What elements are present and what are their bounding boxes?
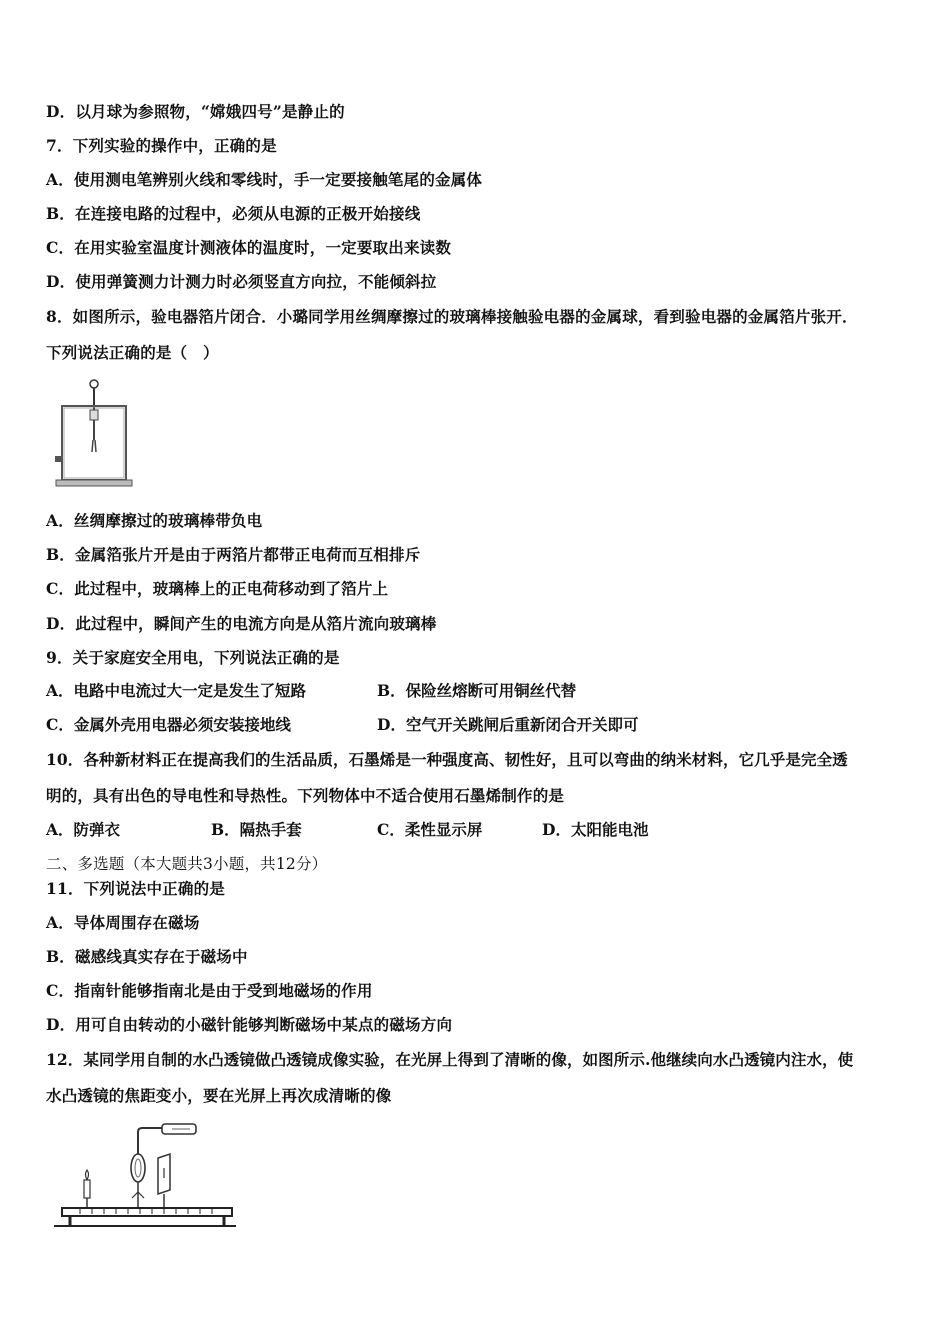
q7-option-c: C．在用实验室温度计测液体的温度时，一定要取出来读数 (46, 238, 452, 257)
q11-stem: 11．下列说法中正确的是 (46, 879, 225, 898)
optical-bench-figure (50, 1122, 240, 1230)
q9-option-d: D．空气开关跳闸后重新闭合开关即可 (377, 715, 639, 734)
q8-option-c: C．此过程中，玻璃棒上的正电荷移动到了箔片上 (46, 579, 389, 598)
q10-option-b: B．隔热手套 (211, 820, 302, 839)
q11-option-d: D．用可自由转动的小磁针能够判断磁场中某点的磁场方向 (46, 1015, 453, 1034)
q12-stem-line2: 水凸透镜的焦距变小，要在光屏上再次成清晰的像 (46, 1086, 392, 1105)
q10-option-a: A．防弹衣 (46, 820, 121, 839)
q10-option-d: D．太阳能电池 (542, 820, 649, 839)
section2-title: 二、多选题（本大题共3小题，共12分） (46, 855, 328, 873)
q8-stem-line1: 8．如图所示，验电器箔片闭合．小璐同学用丝绸摩擦过的玻璃棒接触验电器的金属球，看到验电器的金属箔片张开． (46, 307, 858, 326)
q10-option-c: C．柔性显示屏 (377, 820, 483, 839)
q10-stem-line2: 明的，具有出色的导电性和导热性。下列物体中不适合使用石墨烯制作的是 (46, 786, 565, 805)
q11-option-a: A．导体周围存在磁场 (46, 913, 200, 932)
electroscope-figure (50, 378, 140, 493)
q11-option-b: B．磁感线真实存在于磁场中 (46, 947, 248, 966)
q7-option-d: D．使用弹簧测力计测力时必须竖直方向拉，不能倾斜拉 (46, 272, 437, 291)
q7-stem: 7．下列实验的操作中，正确的是 (46, 136, 277, 155)
q6-option-d: D．以月球为参照物，“嫦娥四号”是静止的 (46, 102, 345, 121)
q9-option-c: C．金属外壳用电器必须安装接地线 (46, 715, 291, 734)
q9-option-b: B．保险丝熔断可用铜丝代替 (377, 681, 577, 700)
q11-option-c: C．指南针能够指南北是由于受到地磁场的作用 (46, 981, 373, 1000)
q9-option-a: A．电路中电流过大一定是发生了短路 (46, 681, 307, 700)
q7-option-a: A．使用测电笔辨别火线和零线时，手一定要接触笔尾的金属体 (46, 170, 483, 189)
q9-stem: 9．关于家庭安全用电，下列说法正确的是 (46, 648, 340, 667)
q12-stem-line1: 12．某同学用自制的水凸透镜做凸透镜成像实验，在光屏上得到了清晰的像，如图所示.他继续向水凸透镜内注水，使 (46, 1050, 854, 1069)
q8-option-b: B．金属箔张片开是由于两箔片都带正电荷而互相排斥 (46, 545, 421, 564)
q8-stem-line2: 下列说法正确的是（ ） (46, 343, 219, 362)
q7-option-b: B．在连接电路的过程中，必须从电源的正极开始接线 (46, 204, 421, 223)
q8-option-d: D．此过程中，瞬间产生的电流方向是从箔片流向玻璃棒 (46, 614, 437, 633)
q8-option-a: A．丝绸摩擦过的玻璃棒带负电 (46, 511, 263, 530)
q10-stem-line1: 10．各种新材料正在提高我们的生活品质，石墨烯是一种强度高、韧性好，且可以弯曲的纳米材料，它几乎是完全透 (46, 750, 848, 769)
